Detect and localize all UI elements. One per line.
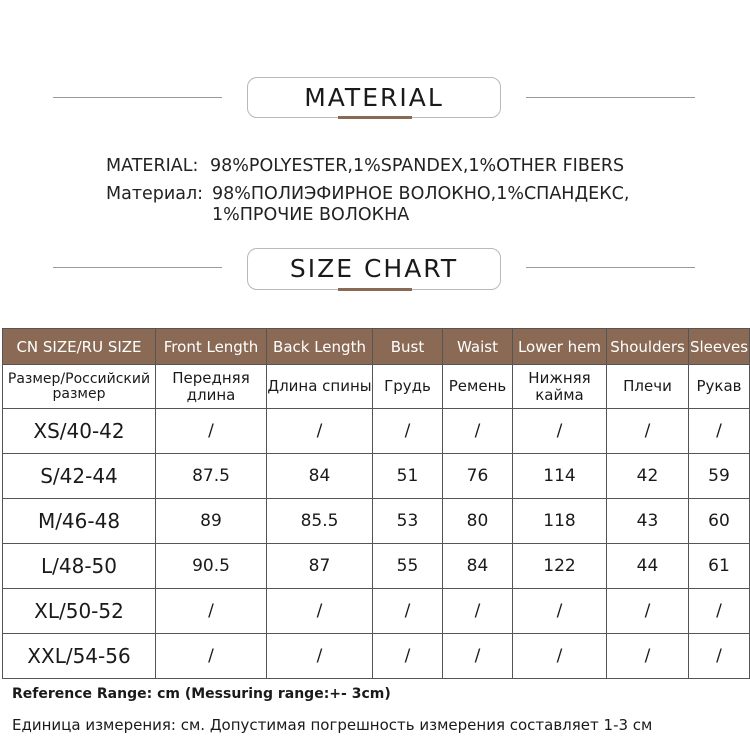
value-cell: /: [267, 589, 373, 634]
size-cell: XXL/54-56: [3, 634, 156, 679]
table-row: [3, 544, 750, 589]
size-chart-heading-accent: [338, 288, 412, 291]
ru-header-cell: Нижняя кайма: [513, 365, 607, 409]
material-heading: MATERIAL: [304, 83, 444, 112]
size-divider-left: [53, 267, 222, 268]
material-heading-box: [247, 77, 501, 118]
value-cell: 60: [689, 499, 750, 544]
value-cell: /: [156, 634, 267, 679]
material-heading-accent: [338, 116, 412, 119]
ru-header-cell: Ремень: [443, 365, 513, 409]
value-cell: /: [607, 589, 689, 634]
value-cell: 55: [373, 544, 443, 589]
value-cell: /: [443, 589, 513, 634]
value-cell: 43: [607, 499, 689, 544]
material-value-ru-line2: 1%ПРОЧИЕ ВОЛОКНА: [212, 205, 410, 225]
value-cell: /: [689, 634, 750, 679]
header-cell: Back Length: [267, 329, 373, 365]
size-cell: XS/40-42: [3, 409, 156, 454]
ru-header-cell: Грудь: [373, 365, 443, 409]
value-cell: /: [607, 634, 689, 679]
value-cell: /: [156, 589, 267, 634]
size-cell: XL/50-52: [3, 589, 156, 634]
header-cell: CN SIZE/RU SIZE: [3, 329, 156, 365]
header-cell: Bust: [373, 329, 443, 365]
value-cell: 53: [373, 499, 443, 544]
value-cell: /: [373, 409, 443, 454]
value-cell: 87: [267, 544, 373, 589]
ru-header-cell: Длина спины: [267, 365, 373, 409]
material-value-en: 98%POLYESTER,1%SPANDEX,1%OTHER FIBERS: [210, 156, 625, 176]
table-row: [3, 409, 750, 454]
ru-header-cell: Рукав: [689, 365, 750, 409]
value-cell: 59: [689, 454, 750, 499]
value-cell: 44: [607, 544, 689, 589]
value-cell: 122: [513, 544, 607, 589]
table-row: [3, 499, 750, 544]
value-cell: 84: [267, 454, 373, 499]
value-cell: 42: [607, 454, 689, 499]
size-cell: M/46-48: [3, 499, 156, 544]
ru-header-cell: Передняя длина: [156, 365, 267, 409]
value-cell: /: [156, 409, 267, 454]
table-row: [3, 454, 750, 499]
header-cell: Front Length: [156, 329, 267, 365]
measurement-unit-note: Единица измерения: см. Допустимая погрешность измерения составляет 1-3 см: [12, 716, 653, 734]
header-cell: Sleeves: [689, 329, 750, 365]
reference-range-note: Reference Range: cm (Messuring range:+- 3cm): [12, 686, 391, 702]
header-cell: Waist: [443, 329, 513, 365]
size-divider-right: [526, 267, 695, 268]
value-cell: 76: [443, 454, 513, 499]
value-cell: 114: [513, 454, 607, 499]
value-cell: 87.5: [156, 454, 267, 499]
value-cell: /: [689, 409, 750, 454]
ru-header-cell: Плечи: [607, 365, 689, 409]
value-cell: 61: [689, 544, 750, 589]
value-cell: /: [607, 409, 689, 454]
material-label-ru: Материал:: [106, 184, 204, 204]
value-cell: 51: [373, 454, 443, 499]
value-cell: 85.5: [267, 499, 373, 544]
value-cell: /: [689, 589, 750, 634]
value-cell: /: [513, 589, 607, 634]
header-cell: Shoulders: [607, 329, 689, 365]
value-cell: 80: [443, 499, 513, 544]
size-chart-heading: SIZE CHART: [289, 254, 459, 283]
size-cell: S/42-44: [3, 454, 156, 499]
size-table: [2, 328, 750, 679]
value-cell: /: [443, 634, 513, 679]
value-cell: /: [267, 409, 373, 454]
table-row: [3, 589, 750, 634]
size-cell: L/48-50: [3, 544, 156, 589]
value-cell: /: [513, 409, 607, 454]
value-cell: 118: [513, 499, 607, 544]
ru-header-cell: Размер/Российский размер: [3, 365, 156, 409]
size-table-header-row: [3, 329, 750, 365]
value-cell: /: [373, 589, 443, 634]
value-cell: 90.5: [156, 544, 267, 589]
value-cell: 84: [443, 544, 513, 589]
value-cell: /: [513, 634, 607, 679]
size-table-ru-header-row: [3, 365, 750, 409]
value-cell: /: [443, 409, 513, 454]
table-row: [3, 634, 750, 679]
value-cell: /: [267, 634, 373, 679]
header-cell: Lower hem: [513, 329, 607, 365]
material-label-en: MATERIAL:: [106, 156, 199, 176]
material-divider-right: [526, 97, 695, 98]
material-value-ru-line1: 98%ПОЛИЭФИРНОЕ ВОЛОКНО,1%СПАНДЕКС,: [212, 184, 630, 204]
size-chart-heading-box: [247, 248, 501, 290]
material-divider-left: [53, 97, 222, 98]
value-cell: /: [373, 634, 443, 679]
value-cell: 89: [156, 499, 267, 544]
